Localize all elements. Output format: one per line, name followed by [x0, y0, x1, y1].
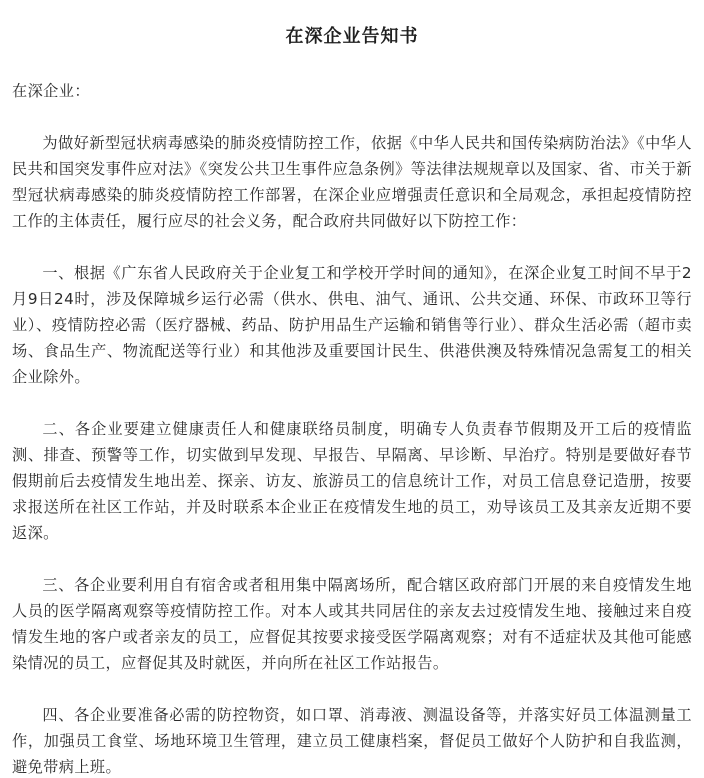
paragraph-item-4: 四、各企业要准备必需的防控物资，如口罩、消毒液、测温设备等，并落实好员工体温测量工作，加强员工食堂、场地环境卫生管理，建立员工健康档案，督促员工做好个人防护和自我监测，避免带病上班。 [12, 706, 692, 776]
paragraph-intro: 为做好新型冠状病毒感染的肺炎疫情防控工作，依据《中华人民共和国传染病防治法》《中华人民共和国突发事件应对法》《突发公共卫生事件应急条例》等法律法规规章以及国家、省、市关于新型冠状病毒感染的肺炎疫情防控工作部署，在深企业应增强责任意识和全局观念，承担起疫情防控工作的主体责任，履行应尽的社会义务，配合政府共同做好以下防控工作： [12, 134, 692, 230]
paragraph-item-1: 一、根据《广东省人民政府关于企业复工和学校开学时间的通知》，在深企业复工时间不早于2月9日24时，涉及保障城乡运行必需（供水、供电、油气、通讯、公共交通、环保、市政环卫等行业）、疫情防控必需（医疗器械、药品、防护用品生产运输和销售等行业）、群众生活必需（超市卖场、食品生产、物流配送等行业）和其他涉及重要国计民生、供港供澳及特殊情况急需复工的相关企业除外。 [12, 264, 692, 386]
paragraph-item-2: 二、各企业要建立健康责任人和健康联络员制度，明确专人负责春节假期及开工后的疫情监测、排查、预警等工作，切实做到早发现、早报告、早隔离、早诊断、早治疗。特别是要做好春节假期前后去疫情发生地出差、探亲、访友、旅游员工的信息统计工作，对员工信息登记造册，按要求报送所在社区工作站，并及时联系本企业正在疫情发生地的员工，劝导该员工及其亲友近期不要返深。 [12, 420, 692, 542]
document-title: 在深企业告知书 [285, 26, 419, 47]
salutation: 在深企业： [12, 82, 90, 100]
paragraph-item-3: 三、各企业要利用自有宿舍或者租用集中隔离场所，配合辖区政府部门开展的来自疫情发生地人员的医学隔离观察等疫情防控工作。对本人或其共同居住的亲友去过疫情发生地、接触过来自疫情发生地的客户或者亲友的员工，应督促其按要求接受医学隔离观察；对有不适症状及其他可能感染情况的员工，应督促其及时就医，并向所在社区工作站报告。 [12, 576, 692, 672]
